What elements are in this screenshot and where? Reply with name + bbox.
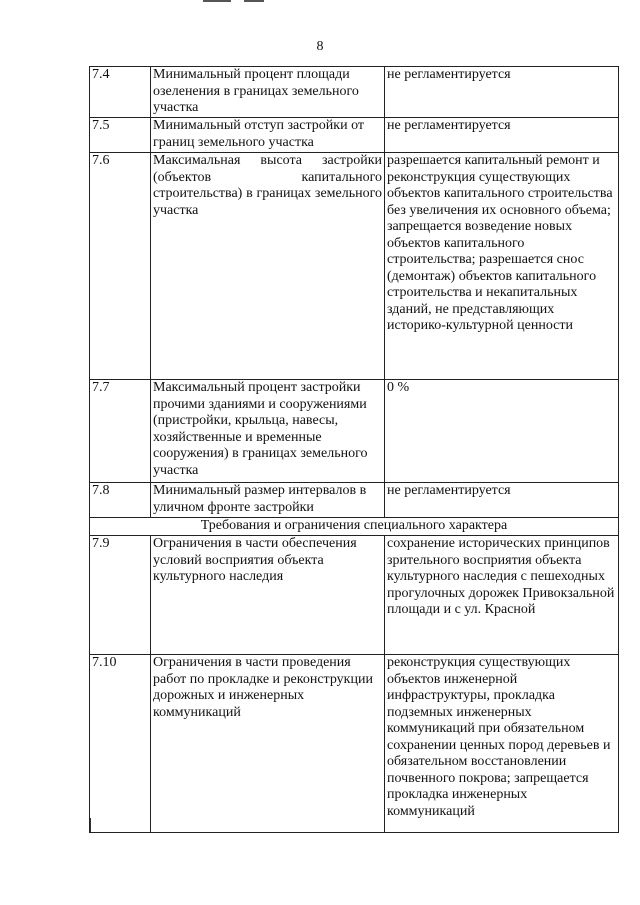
scan-artifact-line	[244, 0, 264, 2]
value-cell: не регламентируется	[385, 67, 619, 118]
scan-artifact-mark	[90, 818, 91, 832]
table-row	[90, 67, 619, 118]
value-cell: не регламентируется	[385, 118, 619, 153]
value-cell: разрешается капитальный ремонт и реконструкция существующих объектов капитального строительства без увеличения их основного объема; запрещается возведение новых объектов капитального строительства; разрешается снос (демонтаж) объектов капитального строительства и некапитальных зданий, не представляющих историко-культурной ценности	[385, 153, 619, 380]
table-row	[90, 536, 619, 655]
section-heading-row	[90, 518, 619, 536]
row-number: 7.8	[90, 483, 151, 518]
row-number: 7.10	[90, 655, 151, 833]
row-number: 7.6	[90, 153, 151, 380]
section-heading: Требования и ограничения специального характера	[90, 518, 619, 536]
value-cell: не регламентируется	[385, 483, 619, 518]
parameter-cell: Максимальный процент застройки прочими зданиями и сооружениями (пристройки, крыльца, навесы, хозяйственные и временные сооружения) в границах земельного участка	[151, 380, 385, 483]
row-number: 7.9	[90, 536, 151, 655]
parameter-cell: Минимальный отступ застройки от границ земельного участка	[151, 118, 385, 153]
scan-artifact-line	[203, 0, 231, 2]
table-row	[90, 380, 619, 483]
parameter-cell: Минимальный процент площади озеленения в границах земельного участка	[151, 67, 385, 118]
value-cell: реконструкция существующих объектов инженерной инфраструктуры, прокладка подземных инженерных коммуникаций при обязательном сохранении ценных пород деревьев и обязательном восстановлении почвенного покрова; запрещается прокладка инженерных коммуникаций	[385, 655, 619, 833]
parameter-cell: Максимальная высота застройки (объектов капитального строительства) в границах земельного участка	[151, 153, 385, 380]
row-number: 7.5	[90, 118, 151, 153]
table-row	[90, 153, 619, 380]
value-cell: 0 %	[385, 380, 619, 483]
parameter-cell: Ограничения в части обеспечения условий восприятия объекта культурного наследия	[151, 536, 385, 655]
page-number: 8	[316, 39, 324, 54]
value-cell: сохранение исторических принципов зрительного восприятия объекта культурного наследия с пешеходных прогулочных дорожек Привокзальной площади и с ул. Красной	[385, 536, 619, 655]
table-row	[90, 655, 619, 833]
row-number: 7.4	[90, 67, 151, 118]
regulations-table	[89, 66, 619, 833]
table-row	[90, 118, 619, 153]
parameter-cell: Минимальный размер интервалов в уличном фронте застройки	[151, 483, 385, 518]
row-number: 7.7	[90, 380, 151, 483]
table-row	[90, 483, 619, 518]
parameter-cell: Ограничения в части проведения работ по прокладке и реконструкции дорожных и инженерных коммуникаций	[151, 655, 385, 833]
